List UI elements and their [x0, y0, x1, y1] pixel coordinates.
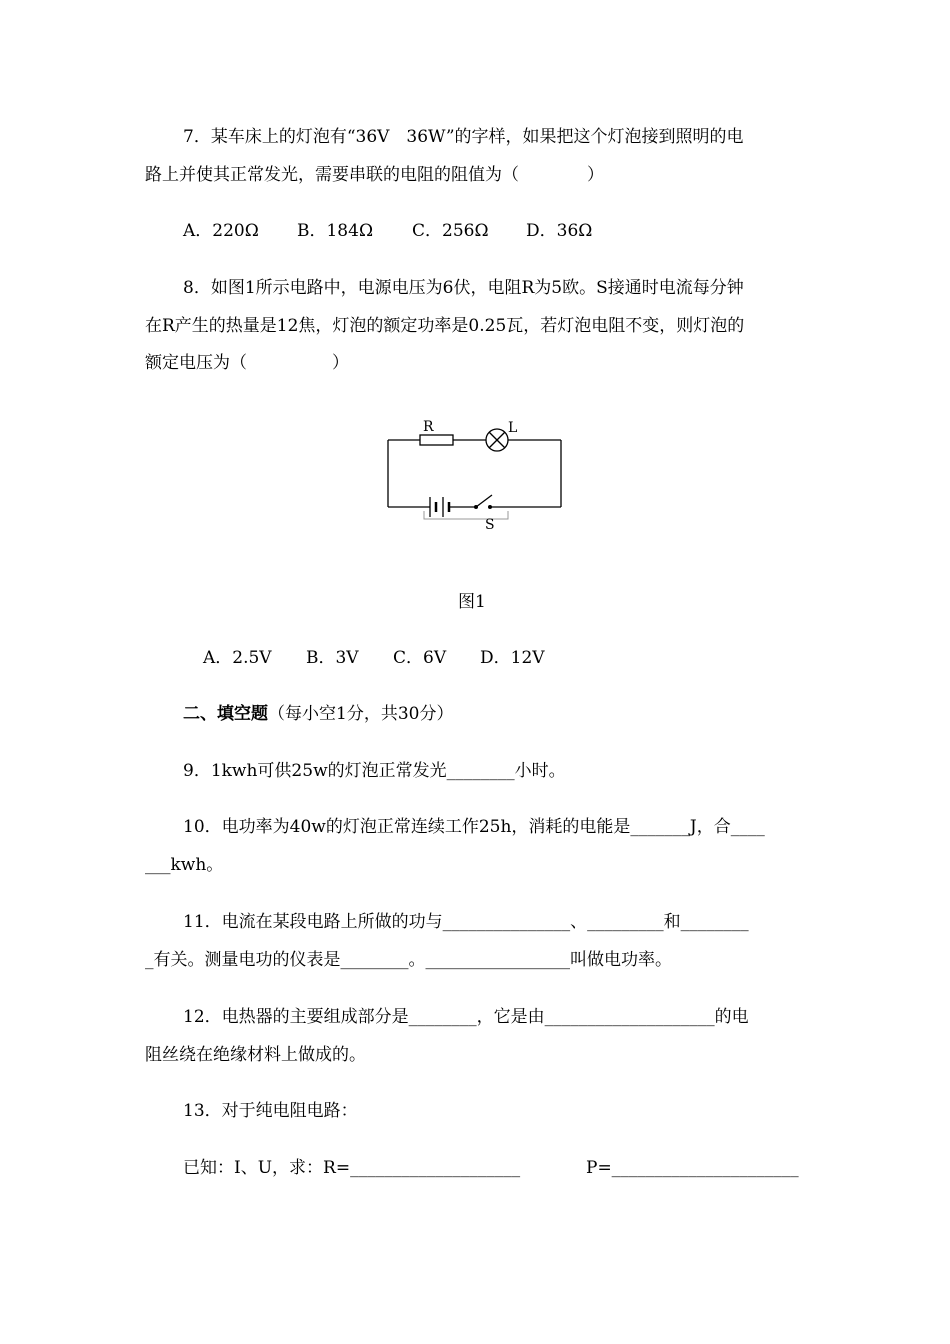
section-2-note: （每小空1分，共30分）	[268, 704, 454, 724]
q8-line-1: 8．如图1所示电路中，电源电压为6伏，电阻R为5欧。S接通时电流每分钟	[183, 278, 744, 298]
q13-known: 已知：I、U，求：R=____________________	[183, 1158, 521, 1178]
label-l: L	[508, 420, 518, 436]
q7-option-d: D．36Ω	[526, 221, 593, 241]
section-2-title: 二、填空题	[183, 704, 268, 724]
q12-line-1: 12．电热器的主要组成部分是________，它是由____________________的电	[183, 1007, 749, 1027]
q7-line-1: 7．某车床上的灯泡有“36V 36W”的字样，如果把这个灯泡接到照明的电	[183, 127, 744, 147]
q9-line-1: 9．1kwh可供25w的灯泡正常发光________小时。	[183, 761, 566, 781]
q8-option-a: A．2.5V	[203, 648, 272, 668]
circuit-diagram	[380, 415, 570, 535]
q10-line-1: 10．电功率为40w的灯泡正常连续工作25h，消耗的电能是_______J，合____	[183, 817, 765, 837]
label-r: R	[423, 419, 434, 435]
section-2-heading	[183, 702, 453, 726]
resistor-r	[420, 435, 453, 445]
q13-line-1: 13．对于纯电阻电路：	[183, 1101, 358, 1121]
q12-line-2: 阻丝绕在绝缘材料上做成的。	[145, 1045, 366, 1065]
q13-p: P=______________________	[586, 1158, 799, 1178]
q8-line-2: 在R产生的热量是12焦，灯泡的额定功率是0.25瓦，若灯泡电阻不变，则灯泡的	[145, 316, 745, 336]
q7-option-b: B．184Ω	[297, 221, 374, 241]
q8-option-c: C．6V	[393, 648, 447, 668]
q8-option-d: D．12V	[480, 648, 545, 668]
q7-option-c: C．256Ω	[412, 221, 489, 241]
label-s: S	[485, 517, 495, 533]
q8-line-3: 额定电压为（ ）	[145, 353, 349, 373]
q11-line-1: 11．电流在某段电路上所做的功与_______________、_________和________	[183, 912, 749, 932]
q8-option-b: B．3V	[306, 648, 359, 668]
q11-line-2: _有关。测量电功的仪表是________。_________________叫做电功率。	[145, 950, 672, 970]
q10-line-2: ___kwh。	[145, 855, 224, 875]
q7-line-2: 路上并使其正常发光，需要串联的电阻的阻值为（ ）	[145, 165, 604, 185]
figure-caption: 图1	[458, 592, 486, 612]
q7-option-a: A．220Ω	[183, 221, 259, 241]
